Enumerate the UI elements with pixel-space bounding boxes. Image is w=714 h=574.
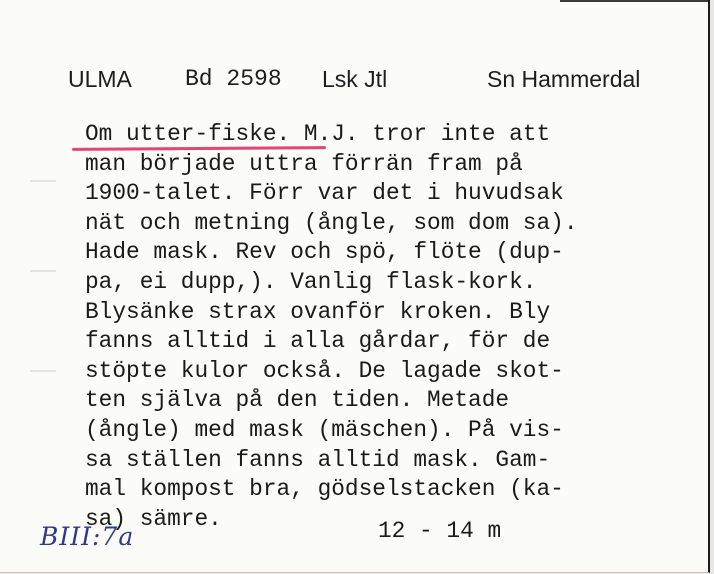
body-line: fanns alltid i alla gårdar, för de: [85, 328, 551, 355]
volume-number: Bd 2598: [185, 66, 282, 92]
faint-mark: [30, 180, 56, 182]
handwritten-code: BIII:7a: [40, 522, 135, 551]
parish-label: Sn Hammerdal: [487, 66, 641, 92]
body-line: ten själva på den tiden. Metade: [85, 387, 510, 414]
body-line: sa) sämre.: [85, 505, 222, 532]
body-line: stöpte kulor också. De lagade skot-: [85, 357, 564, 384]
depth-range: 12 - 14 m: [378, 518, 502, 544]
body-line: man började uttra förrän fram på: [85, 150, 523, 177]
body-line: Om utter-fiske. M.J. tror inte att: [85, 121, 551, 147]
county-label: Lsk Jtl: [322, 66, 388, 92]
location-label: ULMA: [68, 66, 132, 92]
body-line: Hade mask. Rev och spö, flöte (dup-: [85, 239, 564, 266]
body-line: nät och metning (ångle, som dom sa).: [85, 209, 578, 236]
body-line: (ångle) med mask (mäschen). På vis-: [85, 416, 564, 443]
body-line: sa ställen fanns alltid mask. Gam-: [85, 446, 551, 473]
card-body-text: [85, 120, 685, 534]
faint-mark: [30, 370, 56, 372]
body-line: pa, ei dupp,). Vanlig flask-kork.: [85, 268, 537, 295]
faint-mark: [30, 270, 56, 272]
body-line: Blysänke strax ovanför kroken. Bly: [85, 298, 551, 325]
card-top-edge: [560, 0, 708, 2]
body-line: 1900-talet. Förr var det i huvudsak: [85, 180, 564, 207]
body-line: mal kompost bra, gödselstacken (ka-: [85, 476, 564, 503]
